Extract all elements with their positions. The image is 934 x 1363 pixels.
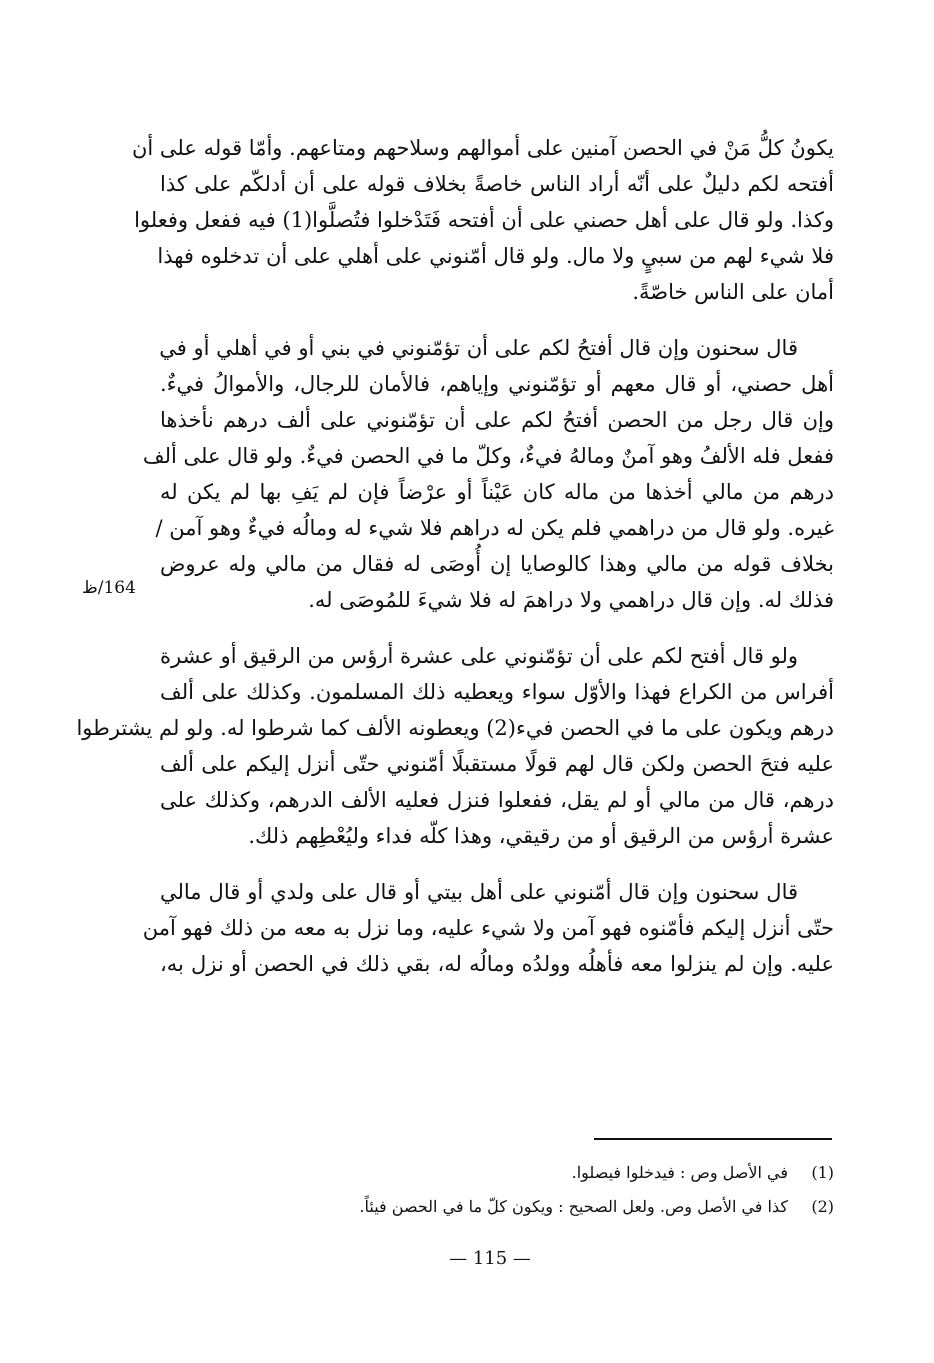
text-line: عشرة أرؤس من الرقيق أو من رقيقي، وهذا كلّه فداء وليُعْطِهم ذلك. — [248, 824, 834, 848]
text-line: حتّى أنزل إليكم فأمّنوه فهو آمن ولا شيء عليه، وما نزل به معه من ذلك فهو آمن — [142, 916, 834, 940]
text-line: أمان على الناس خاصّةً. — [632, 280, 834, 304]
paragraph-1 — [131, 130, 834, 310]
text-line: أفراس من الكراع فهذا والأوّل سواء ويعطيه ذلك المسلمون. وكذلك على ألف — [160, 680, 834, 704]
text-line: درهم ويكون على ما في الحصن فيء(2) ويعطونه الألف كما شرطوا له. ولو لم يشترطوا — [76, 716, 834, 740]
footnotes — [300, 1156, 834, 1224]
text-line: أفتحه لكم دليلٌ على أنّه أراد الناس خاصةً بخلاف قوله على أن أدلكّم على كذا — [160, 172, 834, 196]
paragraph-3 — [76, 638, 834, 854]
footnote-divider — [594, 1138, 832, 1140]
text-line: فذلك له. وإن قال دراهمي ولا دراهمَ له فلا شيءَ للمُوصَى له. — [308, 588, 834, 612]
text-line: ولو قال أفتح لكم على أن تؤمّنوني على عشرة أرؤس من الرقيق أو عشرة — [160, 644, 798, 668]
footnote-text: في الأصل وص : فيدخلوا فيصلوا. — [571, 1163, 788, 1182]
text-line: فلا شيء لهم من سبيٍ ولا مال. ولو قال أمّنوني على أهلي على أن تدخلوه فهذا — [157, 244, 834, 268]
text-line: يكونُ كلُّ مَنْ في الحصن آمنين على أموالهم وسلاحهم ومتاعهم. وأمّا قوله على أن — [131, 136, 834, 160]
manuscript-folio-note: 164/ظ — [82, 578, 136, 598]
footnote-number: (1) — [811, 1163, 834, 1182]
page-number: — 115 — — [449, 1248, 531, 1269]
paragraph-4 — [142, 874, 834, 982]
footnote-item — [300, 1156, 834, 1190]
text-line: قال سحنون وإن قال أمّنوني على أهل بيتي أو قال على ولدي أو قال مالي — [160, 880, 798, 904]
text-line: وإن قال رجل من الحصن أفتحُ لكم على أن تؤمّنوني على ألف درهم نأخذها — [160, 408, 834, 432]
footnote-text: كذا في الأصل وص. ولعل الصحيح : ويكون كلّ ما في الحصن فيئاً. — [359, 1197, 788, 1216]
text-line: غيره. ولو قال من دراهمي فلم يكن له دراهم فلا شيء له ومالُه فيءٌ وهو آمن / — [155, 516, 834, 540]
text-line: بخلاف قوله من مالي وهذا كالوصايا إن أُوصَى له فقال من مالي وله عروض — [160, 552, 834, 576]
text-line: ففعل فله الألفُ وهو آمنٌ ومالهُ فيءٌ، وكلّ ما في الحصن فيءٌ. ولو قال على ألف — [142, 444, 834, 468]
footnote-number: (2) — [811, 1197, 834, 1216]
text-line: أهل حصني، أو قال معهم أو تؤمّنوني وإياهم، فالأمان للرجال، والأموالُ فيءٌ. — [160, 372, 834, 396]
text-line: وكذا. ولو قال على أهل حصني على أن أفتحه فَتَدْخلوا فتُصلَّوا(1) فيه ففعل وفعلوا — [134, 208, 834, 232]
text-line: عليه فتحَ الحصن ولكن قال لهم قولًا مستقبلًا أمّنوني حتّى أنزل إليكم على ألف — [160, 752, 834, 776]
text-line: درهم من مالي أخذها من ماله كان عَيْناً أو عرْضاً فإن لم يَفِ بها لم يكن له — [160, 480, 834, 504]
text-line: عليه. وإن لم ينزلوا معه فأهلُه وولدُه ومالُه له، بقي ذلك في الحصن أو نزل به، — [160, 952, 834, 976]
text-line: درهم، قال من مالي أو لم يقل، ففعلوا فنزل فعليه الألف الدرهم، وكذلك على — [160, 788, 834, 812]
text-line: قال سحنون وإن قال أفتحُ لكم على أن تؤمّنوني في بني أو في أهلي أو في — [159, 336, 798, 360]
footnote-item — [300, 1190, 834, 1224]
paragraph-2 — [142, 330, 834, 618]
